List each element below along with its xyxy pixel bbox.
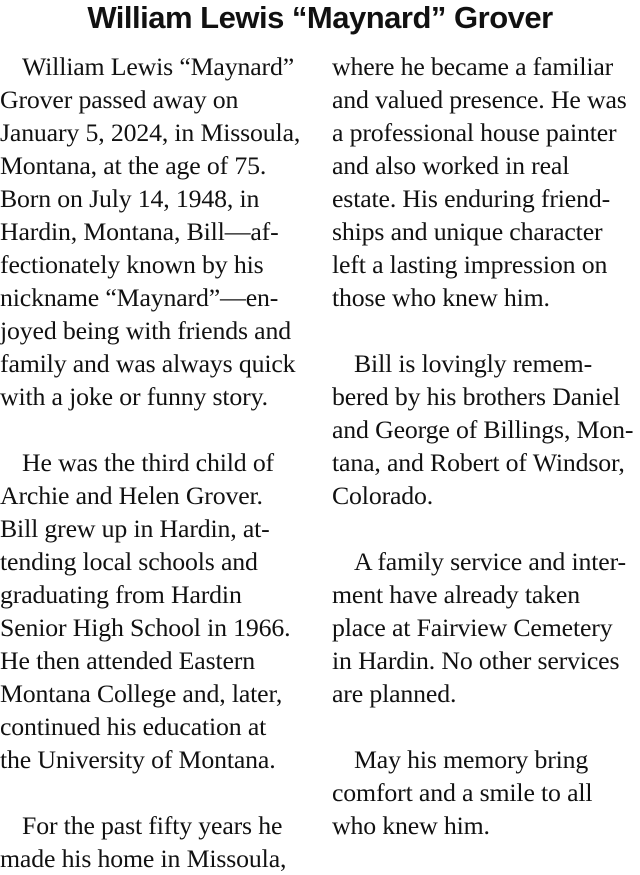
text-line: Montana College and, later, bbox=[0, 679, 283, 708]
text-line: Born on July 14, 1948, in bbox=[0, 184, 260, 213]
text-line: A family service and inter- bbox=[354, 547, 626, 576]
text-line: Colorado. bbox=[332, 481, 434, 510]
text-line: graduating from Hardin bbox=[0, 580, 242, 609]
text-line: family and was always quick bbox=[0, 349, 296, 378]
text-line: comfort and a smile to all bbox=[332, 778, 593, 807]
left-text-column bbox=[0, 50, 308, 875]
obituary-title: William Lewis “Maynard” Grover bbox=[87, 0, 553, 35]
text-line: who knew him. bbox=[332, 811, 490, 840]
text-line: Senior High School in 1966. bbox=[0, 613, 291, 642]
text-line: a professional house painter bbox=[332, 118, 617, 147]
text-line: and valued presence. He was bbox=[332, 85, 627, 114]
text-line: ment have already taken bbox=[332, 580, 580, 609]
text-line: William Lewis “Maynard” bbox=[22, 52, 295, 81]
text-line: those who knew him. bbox=[332, 283, 550, 312]
text-line: For the past fifty years he bbox=[22, 811, 283, 840]
text-line: ships and unique character bbox=[332, 217, 603, 246]
text-line: joyed being with friends and bbox=[0, 316, 291, 345]
text-line: fectionately known by his bbox=[0, 250, 264, 279]
text-line: tending local schools and bbox=[0, 547, 258, 576]
text-line: He was the third child of bbox=[22, 448, 275, 477]
text-line: place at Fairview Cemetery bbox=[332, 613, 613, 642]
text-line: Bill grew up in Hardin, at- bbox=[0, 514, 270, 543]
paragraph-gap bbox=[332, 314, 640, 347]
text-line: tana, and Robert of Windsor, bbox=[332, 448, 625, 477]
text-line: left a lasting impression on bbox=[332, 250, 608, 279]
paragraph-gap bbox=[0, 776, 308, 809]
text-line: and also worked in real bbox=[332, 151, 570, 180]
text-line: made his home in Missoula, bbox=[0, 844, 287, 873]
text-line: continued his education at bbox=[0, 712, 267, 741]
text-line: bered by his brothers Daniel bbox=[332, 382, 621, 411]
text-line: May his memory bring bbox=[354, 745, 589, 774]
text-line: with a joke or funny story. bbox=[0, 382, 268, 411]
paragraph-gap bbox=[332, 710, 640, 743]
text-line: the University of Montana. bbox=[0, 745, 276, 774]
paragraph-gap bbox=[332, 512, 640, 545]
text-line: He then attended Eastern bbox=[0, 646, 255, 675]
text-line: where he became a familiar bbox=[332, 52, 614, 81]
text-line: in Hardin. No other services bbox=[332, 646, 620, 675]
text-line: Bill is lovingly remem- bbox=[354, 349, 593, 378]
text-line: January 5, 2024, in Missoula, bbox=[0, 118, 301, 147]
text-line: are planned. bbox=[332, 679, 457, 708]
text-line: Archie and Helen Grover. bbox=[0, 481, 263, 510]
paragraph-gap bbox=[0, 413, 308, 446]
right-text-column bbox=[332, 50, 640, 842]
text-line: Grover passed away on bbox=[0, 85, 239, 114]
text-line: Montana, at the age of 75. bbox=[0, 151, 267, 180]
text-line: and George of Billings, Mon- bbox=[332, 415, 634, 444]
text-line: estate. His enduring friend- bbox=[332, 184, 611, 213]
text-line: Hardin, Montana, Bill—af- bbox=[0, 217, 279, 246]
text-line: nickname “Maynard”—en- bbox=[0, 283, 279, 312]
